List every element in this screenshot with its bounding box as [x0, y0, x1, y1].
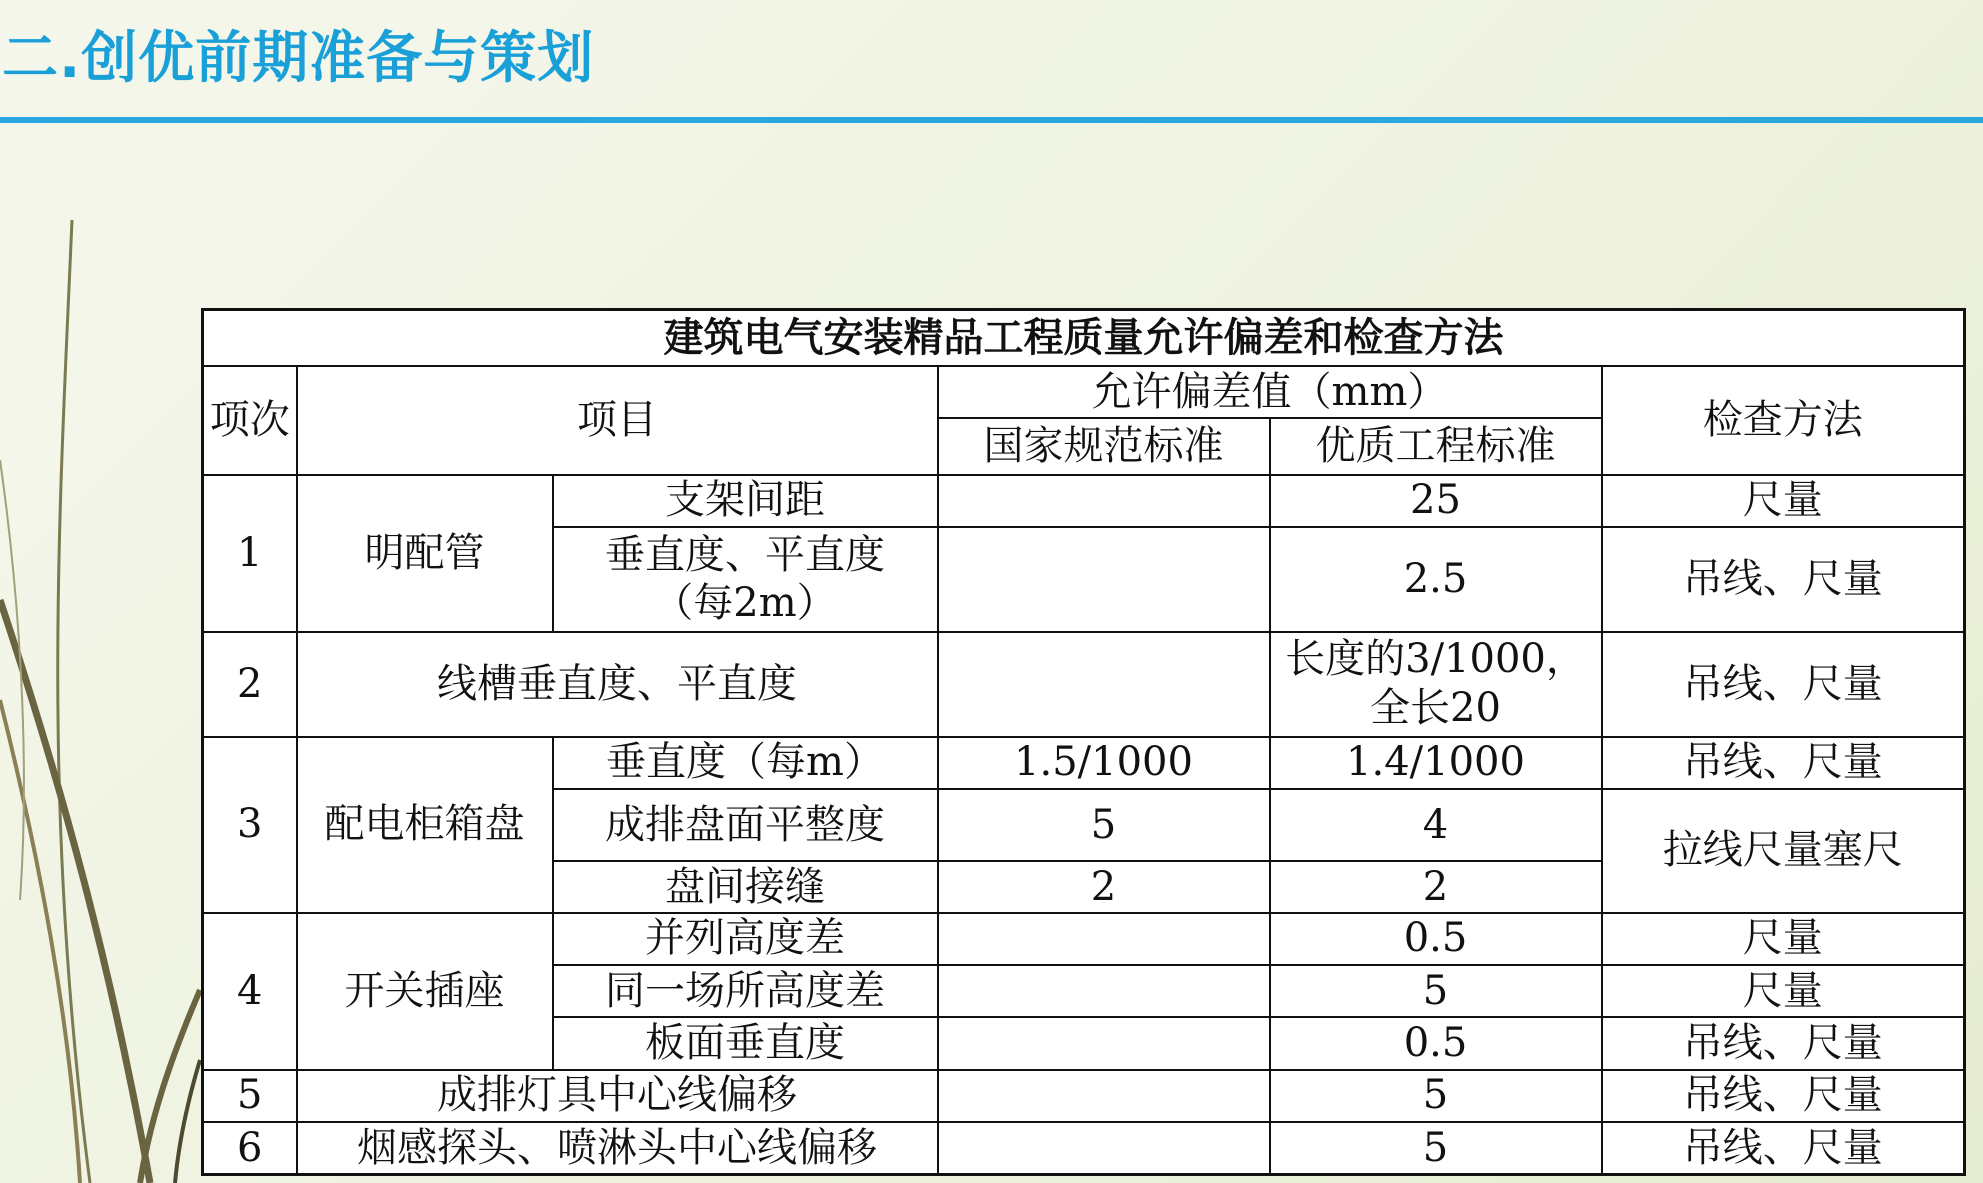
row-index: 2: [203, 632, 297, 737]
header-method: 检查方法: [1602, 366, 1965, 475]
row-method: 尺量: [1602, 913, 1965, 965]
grass-decoration: [0, 0, 230, 1183]
row-national: [938, 632, 1270, 737]
header-item: 项目: [297, 366, 938, 475]
row-national: [938, 1070, 1270, 1122]
row-national: [938, 965, 1270, 1017]
slide-title: 二.创优前期准备与策划: [2, 26, 595, 91]
row-national: [938, 527, 1270, 632]
row-premium: 2.5: [1270, 527, 1602, 632]
row-premium: 5: [1270, 965, 1602, 1017]
header-national: 国家规范标准: [938, 418, 1270, 474]
row-method: 吊线、尺量: [1602, 737, 1965, 789]
row-method: 尺量: [1602, 965, 1965, 1017]
row-national: [938, 913, 1270, 965]
row-index: 3: [203, 737, 297, 913]
row-index: 6: [203, 1122, 297, 1174]
row-national: [938, 1017, 1270, 1069]
row-item: 垂直度、平直度（每2m）: [553, 527, 938, 632]
table-caption: 建筑电气安装精品工程质量允许偏差和检查方法: [203, 310, 1965, 366]
row-national: 1.5/1000: [938, 737, 1270, 789]
row-group: 明配管: [297, 475, 553, 632]
row-group: 开关插座: [297, 913, 553, 1070]
row-premium: 0.5: [1270, 913, 1602, 965]
table-row: [203, 913, 1965, 965]
row-premium: 4: [1270, 789, 1602, 862]
row-premium: 长度的3/1000，全长20: [1270, 632, 1602, 737]
row-method: 尺量: [1602, 475, 1965, 527]
table-row: [203, 1070, 1965, 1122]
table-row: [203, 632, 1965, 737]
header-tolerance: 允许偏差值（mm）: [938, 366, 1602, 418]
row-premium: 1.4/1000: [1270, 737, 1602, 789]
row-item: 线槽垂直度、平直度: [297, 632, 938, 737]
row-method: 吊线、尺量: [1602, 1122, 1965, 1174]
row-item: 成排灯具中心线偏移: [297, 1070, 938, 1122]
row-item: 盘间接缝: [553, 861, 938, 912]
row-national: 5: [938, 789, 1270, 862]
row-premium: 5: [1270, 1122, 1602, 1174]
row-item: 并列高度差: [553, 913, 938, 965]
row-index: 4: [203, 913, 297, 1070]
row-method: 吊线、尺量: [1602, 1017, 1965, 1069]
title-divider: [0, 117, 1983, 123]
row-item: 同一场所高度差: [553, 965, 938, 1017]
table-row: [203, 475, 1965, 527]
tolerance-table: [201, 308, 1966, 1176]
table-row: [203, 737, 1965, 789]
header-premium: 优质工程标准: [1270, 418, 1602, 474]
row-method: 拉线尺量塞尺: [1602, 789, 1965, 913]
row-national: [938, 1122, 1270, 1174]
row-method: 吊线、尺量: [1602, 1070, 1965, 1122]
row-premium: 2: [1270, 861, 1602, 912]
row-premium: 5: [1270, 1070, 1602, 1122]
row-premium: 0.5: [1270, 1017, 1602, 1069]
row-method: 吊线、尺量: [1602, 527, 1965, 632]
row-group: 配电柜箱盘: [297, 737, 553, 913]
row-item: 板面垂直度: [553, 1017, 938, 1069]
row-method: 吊线、尺量: [1602, 632, 1965, 737]
row-national: [938, 475, 1270, 527]
row-index: 5: [203, 1070, 297, 1122]
row-premium: 25: [1270, 475, 1602, 527]
row-item: 垂直度（每m）: [553, 737, 938, 789]
header-index: 项次: [203, 366, 297, 475]
row-index: 1: [203, 475, 297, 632]
row-item: 成排盘面平整度: [553, 789, 938, 862]
row-item: 支架间距: [553, 475, 938, 527]
table-row: [203, 1122, 1965, 1174]
row-item: 烟感探头、喷淋头中心线偏移: [297, 1122, 938, 1174]
row-national: 2: [938, 861, 1270, 912]
